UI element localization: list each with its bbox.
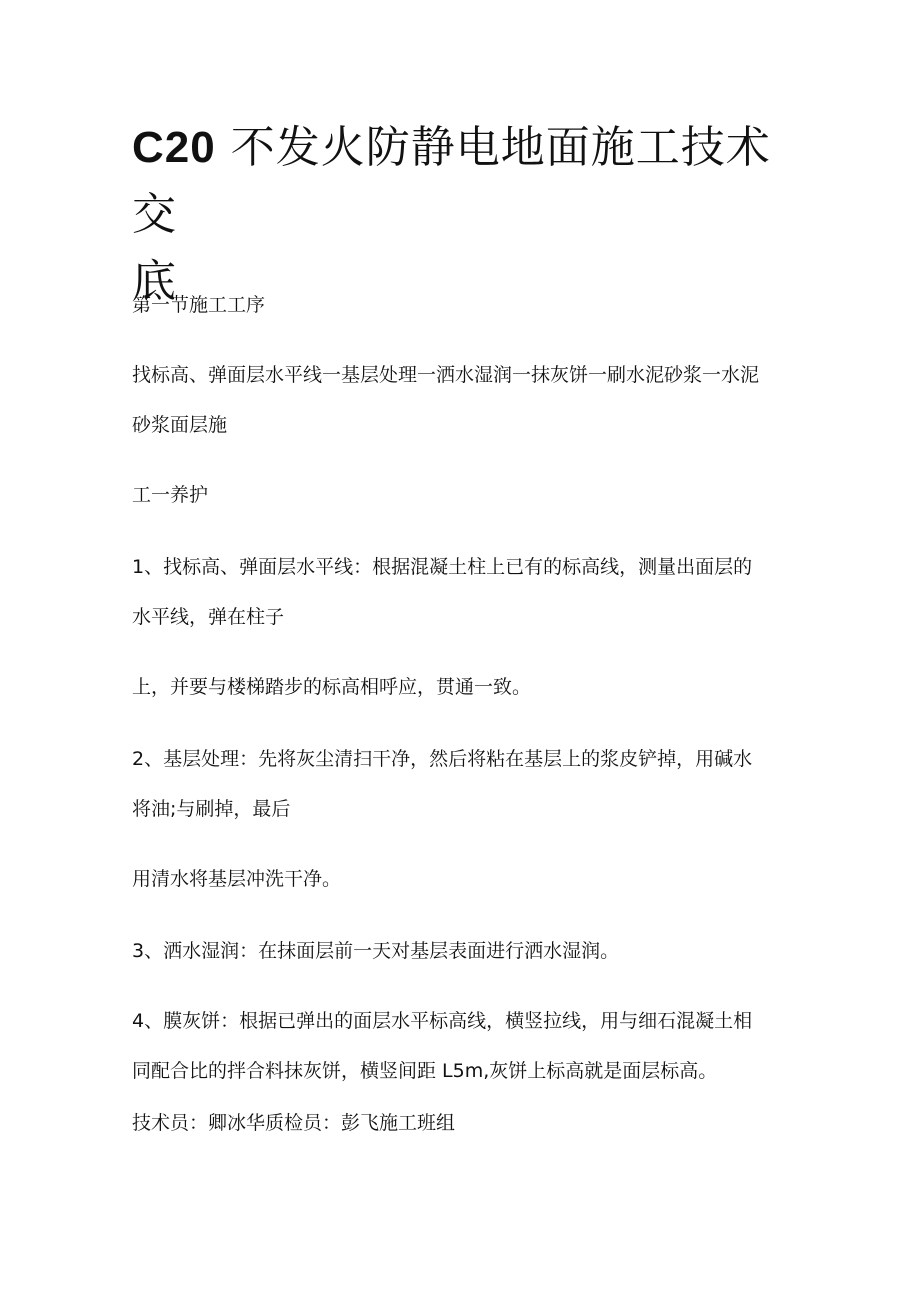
process-line-1: 找标高、弹面层水平线一基层处理一洒水湿润一抹灰饼一刷水泥砂浆一水泥 [132,364,760,386]
step-1-continuation [132,662,802,712]
step-1-line-1: 1、找标高、弹面层水平线：根据混凝土柱上已有的标高线，测量出面层的 [132,556,753,578]
process-continuation [132,470,802,520]
step-1-line-2: 水平线，弹在柱子 [132,606,285,628]
step-1-paragraph [132,542,802,642]
step-2-continuation [132,854,802,904]
step-4-line-2: 同配合比的拌合料抹灰饼，横竖间距 L5m,灰饼上标高就是面层标高。 [132,1060,718,1082]
step-4-line-1: 4、膜灰饼：根据已弹出的面层水平标高线，横竖拉线，用与细石混凝土相 [132,1010,753,1032]
step-3-paragraph [132,926,802,976]
title-line1-text: 不发火防静电地面施工技术交 [132,122,771,240]
process-paragraph [132,350,802,450]
title-code: C20 [132,123,216,172]
step-4-paragraph [132,996,802,1096]
step-2-paragraph [132,734,802,834]
process-line-3: 工一养护 [132,484,209,506]
process-line-2: 砂浆面层施 [132,414,228,436]
title-line2-text: 底 [132,256,177,307]
section-heading: 第一节施工工序 [132,294,266,316]
step-2-line-2: 将油;与刷掉，最后 [132,798,291,820]
step-2-line-1: 2、基层处理：先将灰尘清扫干净，然后将粘在基层上的浆皮铲掉，用碱水 [132,748,753,770]
step-2-line-3: 用清水将基层冲洗干净。 [132,868,342,890]
signoff-line: 技术员：卿冰华质检员：彭飞施工班组 [132,1112,456,1134]
step-1-line-3: 上，并要与楼梯踏步的标高相呼应，贯通一致。 [132,676,532,698]
step-3-line-1: 3、洒水湿润：在抹面层前一天对基层表面进行洒水湿润。 [132,940,620,962]
